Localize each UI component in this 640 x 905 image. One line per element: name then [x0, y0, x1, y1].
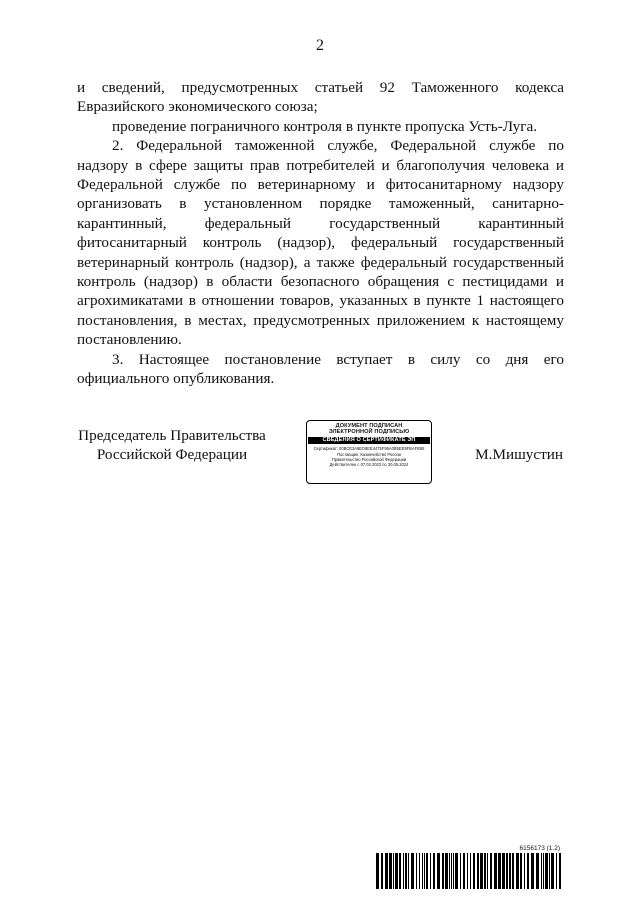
stamp-title-line1: ДОКУМЕНТ ПОДПИСАН	[335, 423, 403, 429]
page-number: 2	[316, 37, 324, 54]
stamp-certificate: Сертификат: 00BCE3A9ED8EE4475F95A0B5EE9FBAFB88	[313, 446, 425, 452]
paragraph-item-3: 3. Настоящее постановление вступает в силу со дня его официального опубликования.	[77, 350, 564, 388]
electronic-signature-stamp	[306, 420, 432, 484]
paragraph-border-control: проведение пограничного контроля в пункте пропуска Усть-Луга.	[112, 117, 538, 135]
stamp-banner: СВЕДЕНИЯ О СЕРТИФИКАТЕ ЭП	[308, 437, 430, 445]
stamp-issuer: Поставщик: Казначейство России	[337, 451, 401, 457]
barcode-icon	[376, 853, 564, 889]
barcode-caption: 6156173 (1.2)	[519, 845, 560, 852]
stamp-validity: Действителен с 07.03.2023 по 30.05.2024	[329, 461, 409, 467]
body-text	[77, 78, 564, 389]
paragraph-item-2: 2. Федеральной таможенной службе, Федеральной службе по надзору в сфере защиты прав потребителей и благополучия человека и Федеральной службе по ветеринарному и фитосанитарному надзору организовать в установленном порядке таможенный, санитарно-карантинный, федеральный государственный карантинный фитосанитарный контроль (надзор), федеральный государственный ветеринарный контроль (надзор), а также федеральный государственный контроль (надзор) в области безопасного обращения с пестицидами и агрохимикатами в отношении товаров, указанных в пункте 1 настоящего постановления, в местах, предусмотренных приложением к настоящему постановлению.	[77, 137, 564, 349]
signer-name: М.Мишустин	[475, 446, 563, 463]
stamp-owner: Правительство Российской Федерации	[331, 456, 407, 462]
signatory-position	[77, 426, 267, 464]
stamp-title-line2: ЭЛЕКТРОННОЙ ПОДПИСЬЮ	[328, 429, 410, 436]
paragraph-continuation: и сведений, предусмотренных статьей 92 Таможенного кодекса Евразийского экономического союза;	[77, 79, 564, 116]
signatory-position-line1: Председатель Правительства	[78, 427, 266, 444]
signatory-position-line2: Российской Федерации	[96, 446, 248, 463]
